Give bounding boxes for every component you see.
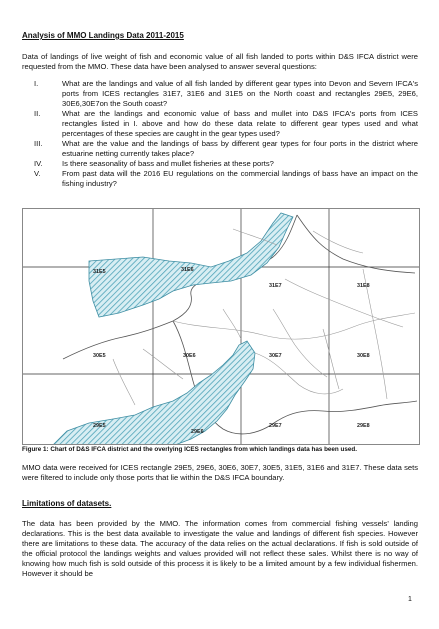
label-31e8: 31E8 [357, 283, 370, 289]
label-29e6: 29E6 [191, 429, 204, 435]
question-item: I. What are the landings and value of all fish landed by different gear types into Devon and Severn IFCA's ports from ICES rectangles 31E7, 31E6 and 31E5 on the North coast and rectangles 29E5, 29E6, 30E6,30E7on the South coast? [34, 79, 418, 108]
label-29e8: 29E8 [357, 423, 370, 429]
label-31e7: 31E7 [269, 283, 282, 289]
page-number: 1 [408, 596, 412, 603]
map-graphic [23, 209, 419, 444]
question-item: V. From past data will the 2016 EU regulations on the commercial landings of bass have an impact on the fishing industry? [34, 169, 418, 188]
questions-list [22, 79, 418, 189]
coastline [63, 215, 417, 434]
label-30e6: 30E6 [183, 353, 196, 359]
intro-paragraph: Data of landings of live weight of fish and economic value of all fish landed to ports within D&S IFCA district were requested from the MMO. These data have been analysed to answer several questions: [22, 52, 418, 71]
ices-rectangles-map [22, 208, 420, 445]
label-29e7: 29E7 [269, 423, 282, 429]
section-heading: Limitations of datasets. [22, 499, 112, 508]
south-coast-ifca-area [53, 341, 255, 444]
label-30e7: 30E7 [269, 353, 282, 359]
label-31e6: 31E6 [181, 267, 194, 273]
label-30e8: 30E8 [357, 353, 370, 359]
figure-caption: Figure 1: Chart of D&S IFCA district and the overlying ICES rectangles from which landings data has been used. [22, 446, 357, 453]
label-30e5: 30E5 [93, 353, 106, 359]
label-29e5: 29E5 [93, 423, 106, 429]
document-title: Analysis of MMO Landings Data 2011-2015 [22, 31, 184, 40]
limitations-paragraph: The data has been provided by the MMO. The information comes from commercial fishing vessels' landing declarations. This is the best data available to investigate the value and landings of different fish species. However there are limitations to these data. The accuracy of the data relies on the actual declarations. If fish is sold outside of the official protocol the landings weights and values provided will not reflect these sales. Whilst there is no way of knowing how much fish is sold outside of this process it is likely to be a limited amount by a few individual fishermen. However it should be [22, 519, 418, 578]
data-received-paragraph: MMO data were received for ICES rectangle 29E5, 29E6, 30E6, 30E7, 30E5, 31E5, 31E6 and 31E7. These data sets were filtered to include only those ports that lie within the D&S IFCA boundary. [22, 463, 418, 482]
question-item: III. What are the value and the landings of bass by different gear types for four ports in the district where estuarine netting currently takes place? [34, 139, 418, 158]
question-item: IV. Is there seasonality of bass and mullet fisheries at these ports? [34, 159, 274, 168]
label-31e5: 31E5 [93, 269, 106, 275]
question-item: II. What are the landings and economic value of bass and mullet into D&S IFCA's ports from ICES rectangles listed in I. above and how do these data relate to different gear types used and what percentages of these species are caught in the gear types used? [34, 109, 418, 138]
